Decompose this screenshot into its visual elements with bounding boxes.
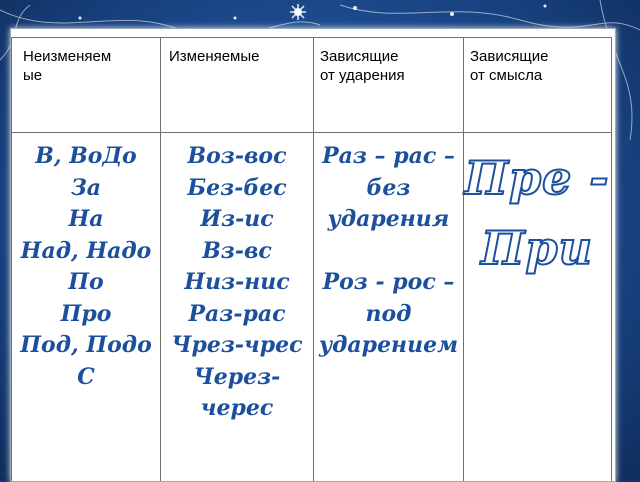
list-item: Через- [193,363,281,390]
header-changeable [169,47,311,66]
header-line: от ударения [320,67,405,84]
list-item: Чрез-чрес [171,332,303,358]
header-unchangeable [23,47,158,85]
list-item: Пре - [464,151,610,205]
column-stress-dependent-prefixes [314,141,463,362]
list-item: Под, Подо [20,332,152,358]
outer-right-border [611,37,612,481]
list-item: под [365,300,412,327]
list-item: Роз - рос – [322,269,455,295]
list-item: Раз-рас [188,300,286,327]
header-line: Зависящие [320,48,399,65]
list-item: черес [200,395,274,421]
header-line: Неизменяем [23,48,112,65]
list-item: ударением [318,332,459,358]
list-item: Низ-нис [184,269,290,295]
outer-top-border [11,37,611,38]
list-item [314,236,463,268]
list-item: Без-бес [187,174,287,201]
list-item: С [77,363,95,390]
header-meaning-dependent [470,47,610,85]
header-stress-dependent [320,47,460,85]
column-meaning-dependent-prefixes [463,143,611,283]
list-item: Из-ис [200,206,274,232]
table-card [10,28,616,482]
list-item: На [68,206,104,232]
column-unchangeable-prefixes [11,141,161,393]
list-item: Вз-вс [202,237,272,264]
list-item: За [70,174,102,201]
list-item: Воз-вос [187,143,287,169]
header-line: ые [23,67,43,84]
list-item: без [366,174,411,201]
column-changeable-prefixes [161,141,313,425]
header-line: от смысла [470,67,543,84]
list-item: Над, Надо [20,237,152,264]
header-divider [11,132,611,133]
list-item: При [480,221,594,275]
list-item: В, ВоДо [35,143,137,169]
list-item: ударения [327,206,450,232]
list-item: По [68,269,104,295]
header-line: Изменяемые [169,48,260,65]
list-item: Про [60,300,112,327]
header-line: Зависящие [470,48,549,65]
list-item: Раз – рас – [322,143,455,169]
